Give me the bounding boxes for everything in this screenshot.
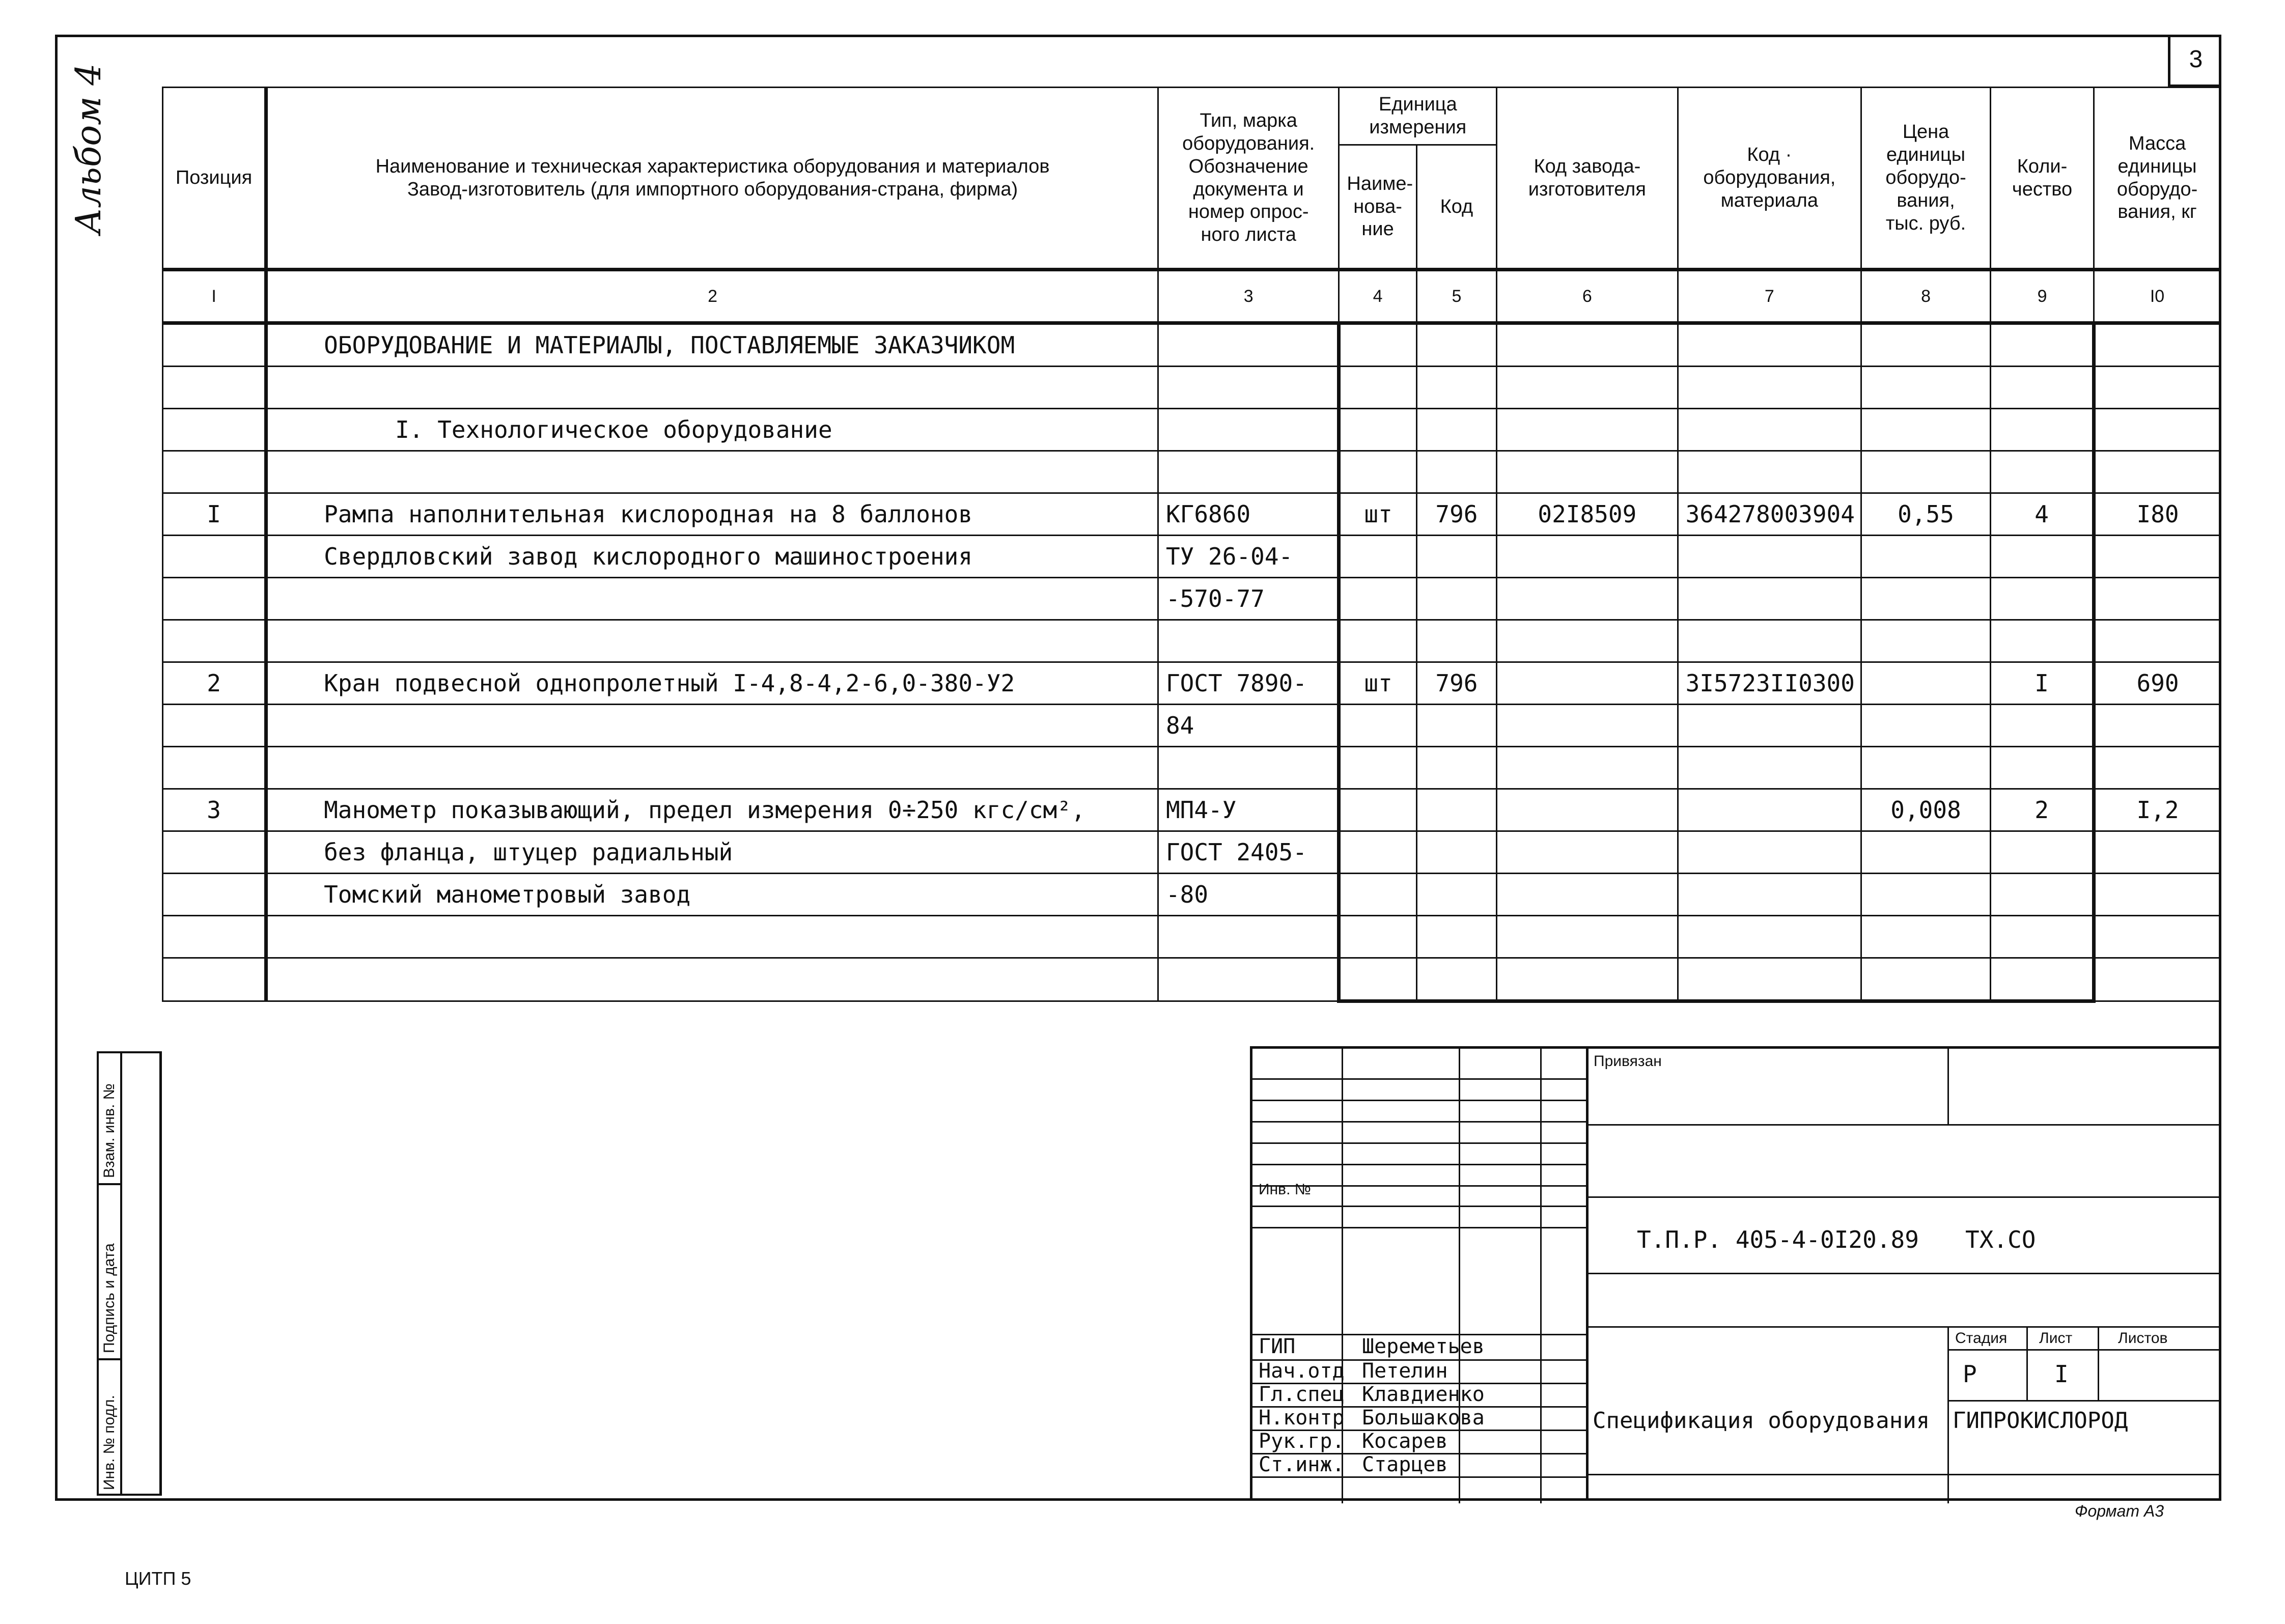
- cell-qty: [1990, 620, 2094, 662]
- cell-equip: [1678, 705, 1861, 747]
- cell-unit: шт: [1339, 662, 1416, 705]
- table-row: [163, 705, 2221, 747]
- signer-name: Петелин: [1362, 1359, 1448, 1383]
- cell-text: Рампа наполнительная кислородная на 8 баллонов: [266, 493, 1158, 536]
- cell-pos: 3: [163, 789, 266, 831]
- cell-plant: [1497, 789, 1678, 831]
- cell-plant: [1497, 578, 1678, 620]
- cell-qty: [1990, 831, 2094, 874]
- cell-code: [1416, 958, 1496, 1001]
- cell-price: [1861, 620, 1991, 662]
- cell-code: [1416, 747, 1496, 789]
- cell-text: [266, 916, 1158, 958]
- cell-price: 0,008: [1861, 789, 1991, 831]
- cell-pos: 2: [163, 662, 266, 705]
- cell-equip: [1678, 536, 1861, 578]
- table-row: [163, 409, 2221, 451]
- cell-mass: [2094, 916, 2221, 958]
- cell-equip: [1678, 789, 1861, 831]
- signer-role: Ст.инж.: [1259, 1453, 1345, 1476]
- page-number: 3: [2168, 35, 2221, 87]
- cell-unit: шт: [1339, 493, 1416, 536]
- sheet-label: Лист: [2039, 1330, 2073, 1347]
- cell-price: [1861, 958, 1991, 1001]
- cell-mass: [2094, 323, 2221, 367]
- strip-cell-vzam: [99, 1053, 120, 1185]
- table-row: [163, 323, 2221, 367]
- hdr-price: Цена единицы оборудо- вания, тыс. руб.: [1861, 88, 1991, 270]
- cell-code: [1416, 323, 1496, 367]
- signer-role: Рук.гр.: [1259, 1430, 1345, 1453]
- cell-type: -80: [1158, 874, 1339, 916]
- document-title: Спецификация оборудования: [1593, 1408, 1930, 1434]
- colnum: 4: [1339, 270, 1416, 323]
- cell-equip: [1678, 367, 1861, 409]
- signer-role: Н.контр: [1259, 1406, 1345, 1430]
- cell-price: [1861, 578, 1991, 620]
- hdr-plant-code: Код завода- изготовителя: [1497, 88, 1678, 270]
- cell-plant: [1497, 831, 1678, 874]
- cell-type: ГОСТ 2405-: [1158, 831, 1339, 874]
- table-row: [163, 493, 2221, 536]
- cell-type: [1158, 958, 1339, 1001]
- column-numbers-row: [163, 270, 2221, 323]
- cell-pos: [163, 323, 266, 367]
- colnum: 8: [1861, 270, 1991, 323]
- strip-label-vzam: Взам. инв. №: [101, 1083, 118, 1178]
- colnum: I: [163, 270, 266, 323]
- colnum: 6: [1497, 270, 1678, 323]
- cell-type: [1158, 916, 1339, 958]
- cell-qty: I: [1990, 662, 2094, 705]
- cell-mass: [2094, 451, 2221, 493]
- cell-mass: I80: [2094, 493, 2221, 536]
- cell-equip: [1678, 958, 1861, 1001]
- colnum: 7: [1678, 270, 1861, 323]
- footer-stamp: ЦИТП 5: [125, 1568, 191, 1589]
- binding-stamp-strip: [97, 1051, 122, 1496]
- hdr-name: Наименование и техническая характеристика оборудования и материалов Завод-изготовитель (для импортного оборудования-страна, фирма): [266, 88, 1158, 270]
- hdr-unit-name: Наиме- нова- ние: [1339, 145, 1416, 270]
- cell-type: [1158, 747, 1339, 789]
- cell-type: [1158, 409, 1339, 451]
- cell-code: 796: [1416, 662, 1496, 705]
- cell-type: -570-77: [1158, 578, 1339, 620]
- table-row: [163, 620, 2221, 662]
- hdr-mass: Масса единицы оборудо- вания, кг: [2094, 88, 2221, 270]
- cell-code: [1416, 874, 1496, 916]
- signer-name: Клавдиенко: [1362, 1383, 1485, 1406]
- cell-plant: [1497, 620, 1678, 662]
- cell-pos: [163, 578, 266, 620]
- cell-text: ОБОРУДОВАНИЕ И МАТЕРИАЛЫ, ПОСТАВЛЯЕМЫЕ ЗАКАЗЧИКОМ: [266, 323, 1158, 367]
- cell-pos: [163, 620, 266, 662]
- cell-price: [1861, 409, 1991, 451]
- cell-qty: [1990, 916, 2094, 958]
- cell-code: [1416, 409, 1496, 451]
- table-row: [163, 451, 2221, 493]
- cell-equip: [1678, 916, 1861, 958]
- cell-code: [1416, 789, 1496, 831]
- cell-code: [1416, 831, 1496, 874]
- cell-pos: [163, 536, 266, 578]
- cell-qty: [1990, 747, 2094, 789]
- cell-code: 796: [1416, 493, 1496, 536]
- cell-text: [266, 747, 1158, 789]
- cell-unit: [1339, 916, 1416, 958]
- table-row: [163, 831, 2221, 874]
- cell-plant: [1497, 323, 1678, 367]
- colnum: 3: [1158, 270, 1339, 323]
- cell-pos: [163, 409, 266, 451]
- strip-label-inv: Инв. № подл.: [101, 1395, 118, 1490]
- cell-text: [266, 578, 1158, 620]
- privyazan-label: Привязан: [1594, 1053, 1662, 1070]
- strip-cell-podpis: [99, 1185, 120, 1360]
- cell-unit: [1339, 747, 1416, 789]
- cell-mass: I,2: [2094, 789, 2221, 831]
- cell-price: [1861, 662, 1991, 705]
- cell-price: [1861, 367, 1991, 409]
- cell-mass: [2094, 831, 2221, 874]
- cell-qty: [1990, 409, 2094, 451]
- cell-mass: [2094, 620, 2221, 662]
- cell-text: Томский манометровый завод: [266, 874, 1158, 916]
- cell-code: [1416, 578, 1496, 620]
- signer-role: ГИП: [1259, 1335, 1296, 1358]
- cell-text: I. Технологическое оборудование: [266, 409, 1158, 451]
- cell-text: Манометр показывающий, предел измерения 0÷250 кгс/см²,: [266, 789, 1158, 831]
- cell-mass: [2094, 536, 2221, 578]
- cell-unit: [1339, 874, 1416, 916]
- cell-equip: [1678, 409, 1861, 451]
- cell-type: ГОСТ 7890-: [1158, 662, 1339, 705]
- cell-code: [1416, 451, 1496, 493]
- cell-mass: [2094, 958, 2221, 1001]
- title-block-revision-grid: [1250, 1046, 1586, 1501]
- cell-price: [1861, 916, 1991, 958]
- table-row: [163, 747, 2221, 789]
- cell-unit: [1339, 536, 1416, 578]
- signer-name: Шереметьев: [1362, 1335, 1485, 1358]
- cell-text: Свердловский завод кислородного машиностроения: [266, 536, 1158, 578]
- cell-qty: 2: [1990, 789, 2094, 831]
- cell-mass: [2094, 367, 2221, 409]
- format-label: Формат А3: [2075, 1502, 2164, 1520]
- cell-qty: [1990, 367, 2094, 409]
- strip-margin: [122, 1051, 162, 1496]
- cell-type: [1158, 451, 1339, 493]
- table-row: [163, 662, 2221, 705]
- cell-price: [1861, 831, 1991, 874]
- cell-equip: [1678, 451, 1861, 493]
- spec-table: [162, 87, 2221, 1003]
- strip-label-podpis: Подпись и дата: [101, 1243, 118, 1353]
- cell-text: без фланца, штуцер радиальный: [266, 831, 1158, 874]
- cell-pos: [163, 451, 266, 493]
- cell-code: [1416, 705, 1496, 747]
- document-code: Т.П.Р. 405-4-0I20.89: [1637, 1226, 1919, 1253]
- table-row: [163, 958, 2221, 1001]
- cell-plant: [1497, 958, 1678, 1001]
- cell-unit: [1339, 323, 1416, 367]
- cell-type: КГ6860: [1158, 493, 1339, 536]
- cell-price: [1861, 451, 1991, 493]
- cell-text: [266, 620, 1158, 662]
- cell-qty: [1990, 958, 2094, 1001]
- cell-plant: [1497, 874, 1678, 916]
- cell-unit: [1339, 367, 1416, 409]
- hdr-unit-code: Код: [1416, 145, 1496, 270]
- cell-text: [266, 958, 1158, 1001]
- cell-pos: [163, 916, 266, 958]
- cell-text: [266, 705, 1158, 747]
- cell-equip: [1678, 323, 1861, 367]
- hdr-position: Позиция: [163, 88, 266, 270]
- signer-name: Большакова: [1362, 1406, 1485, 1430]
- table-row: [163, 874, 2221, 916]
- colnum: I0: [2094, 270, 2221, 323]
- cell-equip: 364278003904: [1678, 493, 1861, 536]
- strip-cell-inv: [99, 1360, 120, 1494]
- cell-plant: [1497, 536, 1678, 578]
- cell-type: [1158, 620, 1339, 662]
- cell-code: [1416, 620, 1496, 662]
- hdr-type: Тип, марка оборудования. Обозначение документа и номер опрос- ного листа: [1158, 88, 1339, 270]
- cell-text: [266, 367, 1158, 409]
- cell-qty: [1990, 705, 2094, 747]
- cell-equip: [1678, 831, 1861, 874]
- cell-pos: I: [163, 493, 266, 536]
- cell-plant: [1497, 451, 1678, 493]
- sheets-label: Листов: [2118, 1330, 2168, 1347]
- cell-qty: 4: [1990, 493, 2094, 536]
- cell-text: Кран подвесной однопролетный I-4,8-4,2-6,0-380-У2: [266, 662, 1158, 705]
- table-row: [163, 578, 2221, 620]
- organization: ГИПРОКИСЛОРОД: [1953, 1408, 2128, 1434]
- cell-type: МП4-У: [1158, 789, 1339, 831]
- hdr-equip-code: Код · оборудования, материала: [1678, 88, 1861, 270]
- cell-unit: [1339, 789, 1416, 831]
- sheet-value: I: [2054, 1360, 2069, 1388]
- signer-name: Старцев: [1362, 1453, 1448, 1476]
- cell-mass: [2094, 578, 2221, 620]
- cell-pos: [163, 874, 266, 916]
- hdr-qty: Коли- чество: [1990, 88, 2094, 270]
- cell-plant: [1497, 705, 1678, 747]
- stage-label: Стадия: [1955, 1330, 2008, 1347]
- cell-price: 0,55: [1861, 493, 1991, 536]
- cell-qty: [1990, 536, 2094, 578]
- inv-label: Инв. №: [1259, 1181, 1311, 1198]
- cell-pos: [163, 958, 266, 1001]
- cell-unit: [1339, 451, 1416, 493]
- document-suffix: ТХ.СО: [1965, 1226, 2036, 1253]
- cell-price: [1861, 323, 1991, 367]
- table-row: [163, 367, 2221, 409]
- cell-plant: [1497, 367, 1678, 409]
- cell-equip: [1678, 578, 1861, 620]
- cell-code: [1416, 916, 1496, 958]
- signer-name: Косарев: [1362, 1430, 1448, 1453]
- cell-unit: [1339, 831, 1416, 874]
- cell-mass: [2094, 747, 2221, 789]
- cell-qty: [1990, 451, 2094, 493]
- cell-price: [1861, 536, 1991, 578]
- cell-qty: [1990, 578, 2094, 620]
- colnum: 2: [266, 270, 1158, 323]
- table-row: [163, 789, 2221, 831]
- cell-plant: [1497, 916, 1678, 958]
- cell-pos: [163, 705, 266, 747]
- cell-type: ТУ 26-04-: [1158, 536, 1339, 578]
- cell-unit: [1339, 620, 1416, 662]
- cell-type: [1158, 323, 1339, 367]
- cell-type: 84: [1158, 705, 1339, 747]
- title-block-main: [1586, 1046, 2221, 1501]
- cell-code: [1416, 367, 1496, 409]
- cell-type: [1158, 367, 1339, 409]
- table-row: [163, 916, 2221, 958]
- spec-rows: [163, 323, 2221, 1001]
- hdr-unit-group: Единица измерения: [1339, 88, 1497, 145]
- album-mark: Альбом 4: [69, 63, 109, 234]
- cell-code: [1416, 536, 1496, 578]
- signer-role: Нач.отд: [1259, 1359, 1345, 1383]
- cell-price: [1861, 705, 1991, 747]
- cell-plant: [1497, 662, 1678, 705]
- colnum: 9: [1990, 270, 2094, 323]
- cell-text: [266, 451, 1158, 493]
- cell-equip: [1678, 747, 1861, 789]
- table-row: [163, 536, 2221, 578]
- cell-plant: [1497, 409, 1678, 451]
- cell-equip: [1678, 874, 1861, 916]
- cell-unit: [1339, 409, 1416, 451]
- title-block: [1250, 1046, 2221, 1501]
- cell-mass: [2094, 874, 2221, 916]
- cell-unit: [1339, 705, 1416, 747]
- cell-price: [1861, 874, 1991, 916]
- cell-unit: [1339, 578, 1416, 620]
- cell-unit: [1339, 958, 1416, 1001]
- cell-price: [1861, 747, 1991, 789]
- cell-pos: [163, 747, 266, 789]
- cell-equip: 3I5723II0300: [1678, 662, 1861, 705]
- cell-qty: [1990, 874, 2094, 916]
- cell-mass: [2094, 705, 2221, 747]
- cell-equip: [1678, 620, 1861, 662]
- signer-role: Гл.спец: [1259, 1383, 1345, 1406]
- cell-pos: [163, 367, 266, 409]
- cell-qty: [1990, 323, 2094, 367]
- colnum: 5: [1416, 270, 1496, 323]
- cell-plant: 02I8509: [1497, 493, 1678, 536]
- stage-value: Р: [1963, 1360, 1977, 1388]
- cell-pos: [163, 831, 266, 874]
- cell-mass: 690: [2094, 662, 2221, 705]
- cell-plant: [1497, 747, 1678, 789]
- cell-mass: [2094, 409, 2221, 451]
